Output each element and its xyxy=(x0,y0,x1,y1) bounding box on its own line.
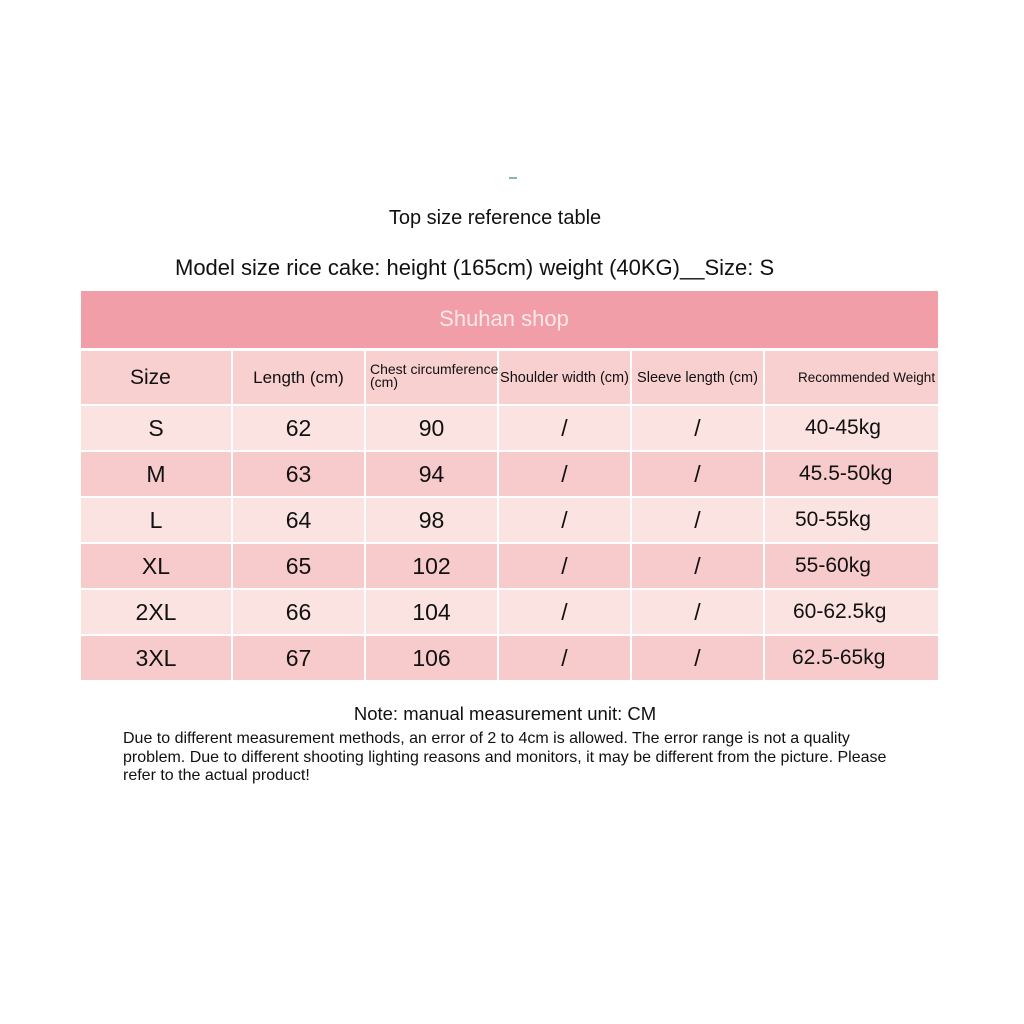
table-row xyxy=(81,406,938,452)
cell-weight: 40-45kg xyxy=(805,416,881,439)
table-row xyxy=(81,452,938,498)
cell-size: 3XL xyxy=(81,636,233,680)
header-length: Length (cm) xyxy=(233,351,366,404)
header-weight: Recommended Weight xyxy=(798,370,936,385)
cell-sleeve: / xyxy=(632,636,765,680)
header-chest xyxy=(366,351,499,404)
note-title: Note: manual measurement unit: CM xyxy=(353,703,657,724)
header-size: Size xyxy=(81,351,233,404)
cell-sleeve: / xyxy=(632,498,765,542)
cell-size: L xyxy=(81,498,233,542)
cell-size: M xyxy=(81,452,233,496)
cell-length: 67 xyxy=(233,636,366,680)
table-row xyxy=(81,636,938,682)
cell-chest: 102 xyxy=(366,544,499,588)
table-row xyxy=(81,544,938,590)
page-title: Top size reference table xyxy=(388,207,602,229)
cell-chest: 104 xyxy=(366,590,499,634)
cell-weight: 55-60kg xyxy=(795,554,871,577)
size-table xyxy=(81,351,938,682)
cell-weight: 62.5-65kg xyxy=(792,646,886,669)
cell-length: 63 xyxy=(233,452,366,496)
cell-shoulder: / xyxy=(499,498,632,542)
cell-sleeve: / xyxy=(632,590,765,634)
cell-length: 62 xyxy=(233,406,366,450)
cell-sleeve: / xyxy=(632,544,765,588)
cell-weight: 60-62.5kg xyxy=(793,600,887,623)
table-row xyxy=(81,498,938,544)
table-header-row xyxy=(81,351,938,406)
cell-length: 66 xyxy=(233,590,366,634)
shop-name: Shuhan shop xyxy=(439,306,569,331)
cell-sleeve: / xyxy=(632,452,765,496)
note-body: Due to different measurement methods, an error of 2 to 4cm is allowed. The error range is not a quality problem. Due to different shooting lighting reasons and monitors, it may be different from the picture. Please refer to the actual product! xyxy=(123,730,887,784)
cell-chest: 94 xyxy=(366,452,499,496)
cell-length: 65 xyxy=(233,544,366,588)
cell-size: S xyxy=(81,406,233,450)
cell-chest: 106 xyxy=(366,636,499,680)
cell-shoulder: / xyxy=(499,452,632,496)
cell-sleeve: / xyxy=(632,406,765,450)
cell-size: 2XL xyxy=(81,590,233,634)
header-shoulder: Shoulder width (cm) xyxy=(499,351,632,404)
cell-chest: 98 xyxy=(366,498,499,542)
cell-length: 64 xyxy=(233,498,366,542)
cell-shoulder: / xyxy=(499,544,632,588)
model-size-line: Model size rice cake: height (165cm) weight (40KG)__Size: S xyxy=(175,255,775,280)
cell-shoulder: / xyxy=(499,636,632,680)
header-chest-line1: Chest circumference xyxy=(370,360,499,377)
cell-weight: 50-55kg xyxy=(795,508,871,531)
table-row xyxy=(81,590,938,636)
cell-chest: 90 xyxy=(366,406,499,450)
cell-weight: 45.5-50kg xyxy=(799,462,893,485)
header-sleeve: Sleeve length (cm) xyxy=(632,351,765,404)
decorative-dot xyxy=(509,177,517,179)
header-chest-line2: (cm) xyxy=(370,373,398,390)
cell-shoulder: / xyxy=(499,406,632,450)
cell-shoulder: / xyxy=(499,590,632,634)
cell-size: XL xyxy=(81,544,233,588)
